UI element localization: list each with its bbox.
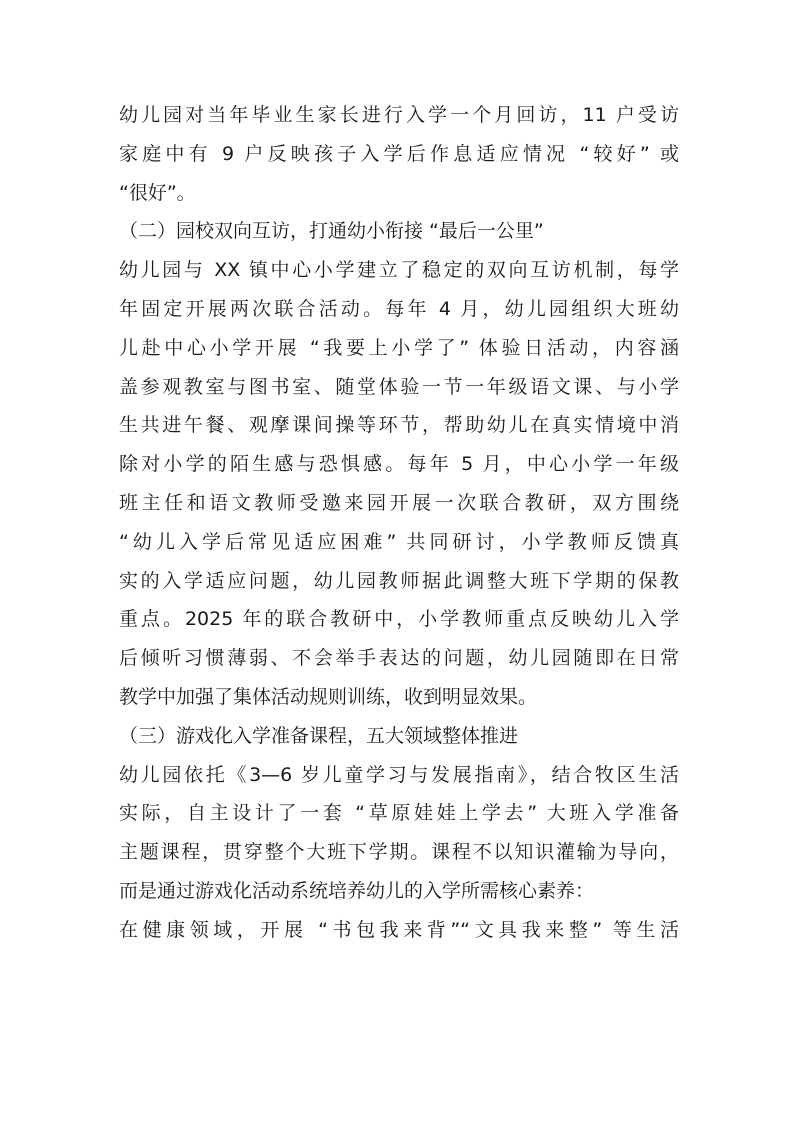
section-heading: （三）游戏化入学准备课程，五大领域整体推进 (119, 724, 519, 747)
text-line: 年固定开展两次联合活动。每年 4 月，幼儿园组织大班幼 (119, 297, 679, 320)
text-line: 教学中加强了集体活动规则训练，收到明显效果。 (119, 685, 538, 708)
text-line: 在健康领域，开展 “书包我来背”“文具我来整” 等生活 (119, 918, 679, 941)
text-line: 盖参观教室与图书室、随堂体验一节一年级语文课、与小学 (119, 375, 679, 398)
text-line: 重点。2025 年的联合教研中，小学教师重点反映幼儿入学 (119, 608, 679, 631)
document-body (119, 96, 679, 950)
text-line: “幼儿入学后常见适应困难” 共同研讨，小学教师反馈真 (119, 530, 679, 553)
text-line: 儿赴中心小学开展 “我要上小学了” 体验日活动，内容涵 (119, 336, 679, 359)
text-line: 幼儿园依托《3—6 岁儿童学习与发展指南》，结合牧区生活 (119, 763, 679, 786)
text-line: “很好”。 (119, 181, 196, 204)
text-line: 幼儿园与 XX 镇中心小学建立了稳定的双向互访机制，每学 (119, 259, 679, 282)
text-line: 而是通过游戏化活动系统培养幼儿的入学所需核心素养： (119, 879, 595, 902)
text-line: 后倾听习惯薄弱、不会举手表达的问题，幼儿园随即在日常 (119, 647, 679, 670)
section-heading: （二）园校双向互访，打通幼小衔接 “最后一公里” (119, 220, 544, 243)
text-line: 班主任和语文教师受邀来园开展一次联合教研，双方围绕 (119, 491, 679, 514)
text-line: 家庭中有 9 户反映孩子入学后作息适应情况 “较好” 或 (119, 142, 679, 165)
text-line: 除对小学的陌生感与恐惧感。每年 5 月，中心小学一年级 (119, 453, 679, 476)
text-line: 生共进午餐、观摩课间操等环节，帮助幼儿在真实情境中消 (119, 414, 679, 437)
text-line: 主题课程，贯穿整个大班下学期。课程不以知识灌输为导向， (119, 841, 679, 864)
text-line: 幼儿园对当年毕业生家长进行入学一个月回访，11 户受访 (119, 104, 679, 126)
text-line: 实际，自主设计了一套 “草原娃娃上学去” 大班入学准备 (119, 802, 679, 825)
text-line: 实的入学适应问题，幼儿园教师据此调整大班下学期的保教 (119, 569, 679, 592)
